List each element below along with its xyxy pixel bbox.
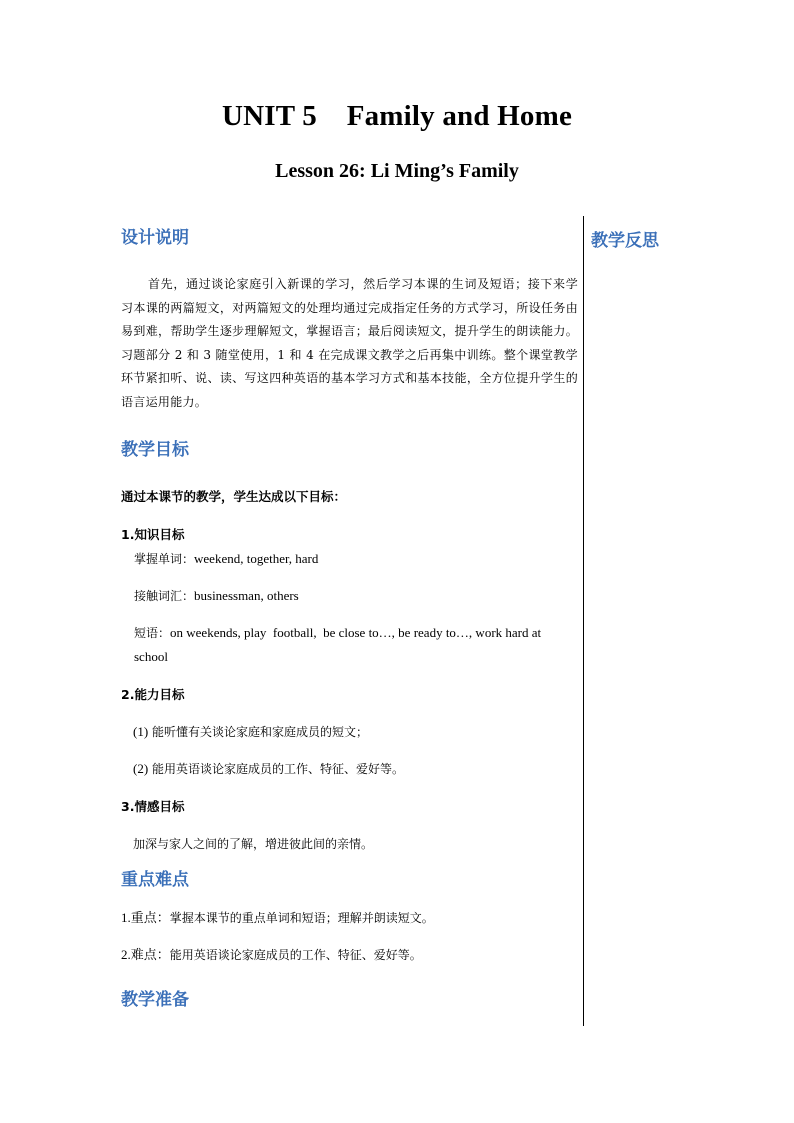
prep-heading: 教学准备: [121, 990, 189, 1010]
master-words: weekend, together, hard: [194, 551, 319, 566]
knowledge-title: 1.知识目标: [121, 527, 185, 542]
goals-intro: 通过本课节的教学，学生达成以下目标：: [121, 489, 347, 504]
key-points-heading: 重点难点: [121, 870, 189, 890]
reflection-heading: 教学反思: [591, 231, 659, 251]
emotion-title: 3.情感目标: [121, 799, 185, 814]
phrases-line-2: [121, 648, 578, 666]
contact-words-line: [121, 587, 578, 605]
design-paragraph-block: [121, 248, 578, 414]
key-point-2: [121, 946, 578, 964]
design-section: [121, 226, 189, 250]
key-point1-text: 掌握本课节的重点单词和短语；理解并朗读短文。: [169, 911, 434, 925]
ability-item1-num: (1): [133, 724, 149, 739]
contact-label: 接触词汇：: [134, 589, 195, 603]
goals-heading: 教学目标: [121, 440, 189, 460]
key-point2-text: 能用英语谈论家庭成员的工作、特征、爱好等。: [169, 948, 422, 962]
ability-title-wrap: [121, 686, 184, 704]
phrase-label: 短语：: [134, 626, 171, 640]
column-divider: [583, 216, 584, 1026]
design-paragraph: 首先，通过谈论家庭引入新课的学习，然后学习本课的生词及短语；接下来学习本课的两篇短文，对两篇短文的处理均通过完成指定任务的方式学习，所设任务由易到难，帮助学生逐步理解短文，掌握语言；最后阅读短文，提升学生的朗读能力。习题部分 2 和 3 随堂使用，1 和 4 在完成课文教学之后再集中训练。整个课堂教学环节紧扣听、说、读、写这四种英语的基本学习方式和基本技能，全方位提升学生的语言运用能力。: [121, 277, 578, 409]
phrases-line1: on weekends, play football, be close to…, be ready to…, work hard at: [170, 625, 542, 640]
knowledge-title-wrap: [121, 526, 184, 544]
ability-item-2: [121, 760, 578, 778]
prep-section: [121, 988, 189, 1012]
ability-item2-text: 能用英语谈论家庭成员的工作、特征、爱好等。: [152, 762, 405, 776]
emotion-title-wrap: [121, 798, 184, 816]
goals-intro-wrap: [121, 488, 346, 506]
contact-words: businessman, others: [194, 588, 299, 603]
phrases-line2: school: [134, 649, 168, 664]
emotion-item-line: [121, 835, 578, 853]
ability-title: 2.能力目标: [121, 687, 185, 702]
key-point2-label: 2.难点：: [121, 947, 170, 962]
ability-item-1: [121, 723, 578, 741]
ability-item2-num: (2): [133, 761, 149, 776]
phrases-line: [121, 624, 578, 642]
design-heading: 设计说明: [121, 228, 189, 248]
master-words-line: [121, 550, 578, 568]
key-points-section: [121, 868, 189, 892]
key-point1-label: 1.重点：: [121, 910, 170, 925]
goals-section: [121, 438, 189, 462]
master-label: 掌握单词：: [134, 552, 195, 566]
unit-title: UNIT 5 Family and Home: [221, 100, 573, 132]
key-point-1: [121, 909, 578, 927]
ability-item1-text: 能听懂有关谈论家庭和家庭成员的短文；: [152, 725, 369, 739]
lesson-title: Lesson 26: Li Ming’s Family: [275, 160, 519, 182]
emotion-item: 加深与家人之间的了解，增进彼此间的亲情。: [133, 837, 374, 851]
